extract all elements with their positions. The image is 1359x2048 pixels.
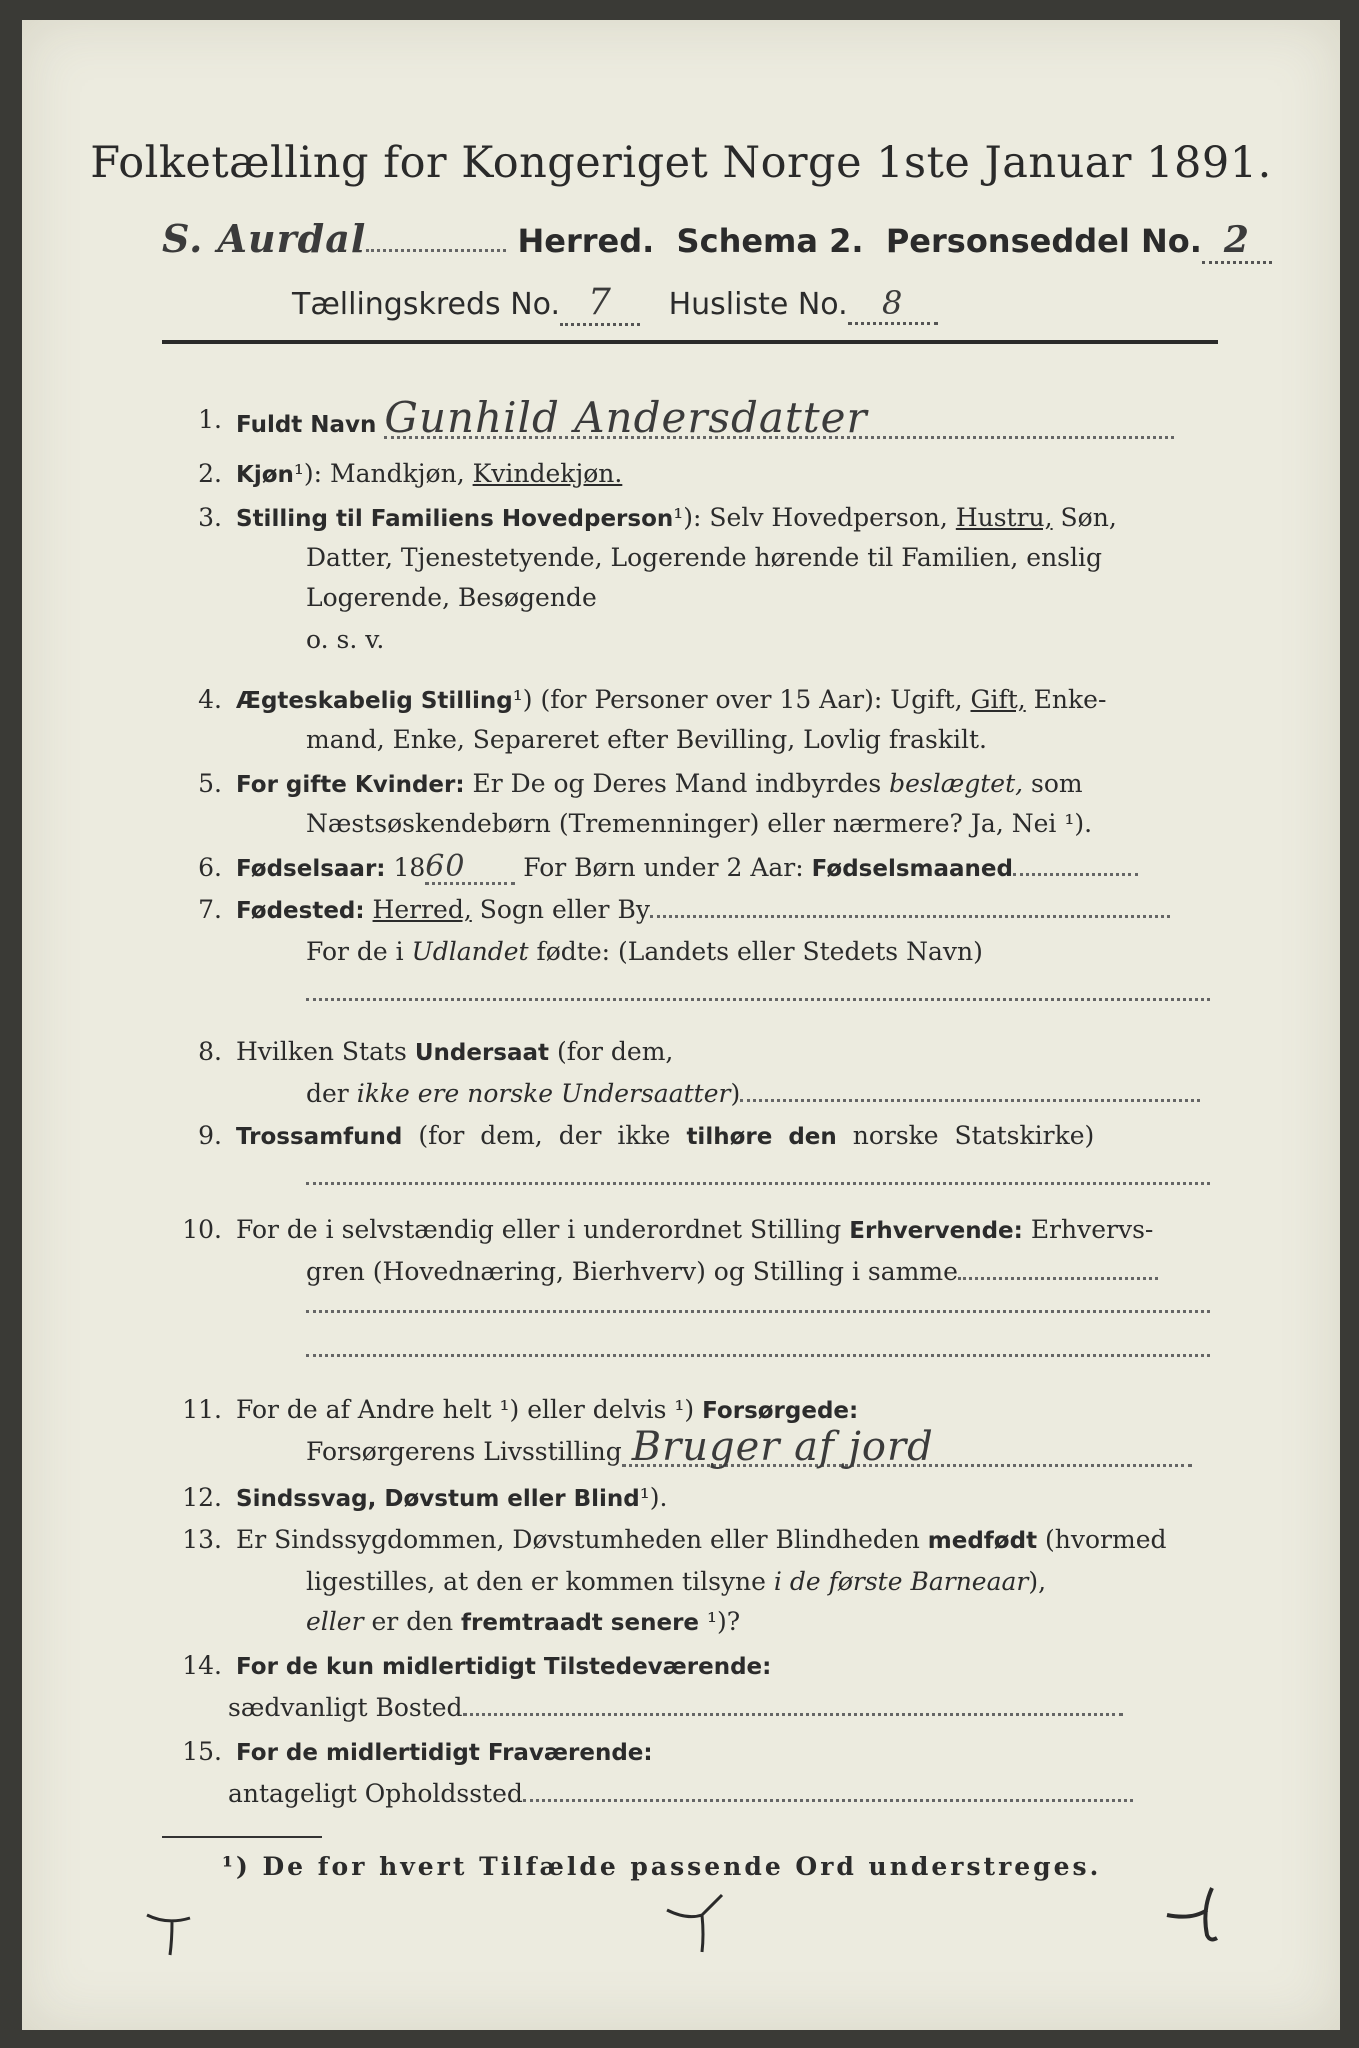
family-position-selected: Hustru, bbox=[955, 503, 1053, 532]
item-number: 9. bbox=[198, 1121, 222, 1150]
provider-occupation-label: Forsørgerens Livsstilling bbox=[306, 1437, 622, 1466]
congenital-line-2-italic: i de første Barneaar bbox=[773, 1567, 1029, 1596]
married-women-question: Er De og Deres Mand indbyrdes bbox=[472, 769, 882, 798]
full-name-label: Fuldt Navn bbox=[236, 412, 377, 438]
item-text bbox=[236, 764, 1212, 805]
congenital-line-3-a: er den bbox=[371, 1607, 454, 1636]
item-text bbox=[236, 454, 1212, 495]
occupation-line-2 bbox=[306, 1252, 1212, 1292]
item-text bbox=[236, 1478, 1212, 1519]
disability-note: ¹). bbox=[639, 1483, 668, 1512]
item-number: 7. bbox=[198, 895, 222, 924]
religion-label: Trossamfund bbox=[236, 1124, 403, 1150]
congenital-question: Er Sindssygdommen, Døvstumheden eller Blindheden bbox=[236, 1525, 920, 1554]
occupation-question: For de i selvstændig eller i underordnet Stilling bbox=[236, 1215, 842, 1244]
birth-year-label: Fødselsaar: bbox=[236, 856, 386, 882]
supported-question: For de af Andre helt ¹) eller delvis ¹) bbox=[236, 1395, 695, 1424]
item-number: 6. bbox=[198, 853, 222, 882]
family-position-options-tail: Søn, bbox=[1060, 503, 1117, 532]
schema-label: Schema 2. bbox=[676, 222, 864, 260]
provider-occupation-value: Bruger af jord bbox=[622, 1430, 1192, 1467]
congenital-line-2-b: ), bbox=[1028, 1567, 1047, 1596]
corner-mark-right bbox=[1162, 1880, 1232, 1950]
item-text bbox=[236, 1032, 1212, 1073]
married-women-related: beslægtet, bbox=[889, 769, 1024, 798]
sex-options: ¹): Mandkjøn, bbox=[293, 459, 465, 488]
disability-label: Sindssvag, Døvstum eller Blind bbox=[236, 1486, 640, 1512]
family-position-label: Stilling til Familiens Hovedperson bbox=[236, 506, 674, 532]
item-text bbox=[236, 680, 1212, 721]
footnote: ¹) De for hvert Tilfælde passende Ord understreges. bbox=[222, 1852, 1102, 1881]
temporary-absent-line-2 bbox=[228, 1774, 1212, 1814]
congenital-question-tail: (hvormed bbox=[1045, 1525, 1167, 1554]
sex-label: Kjøn bbox=[236, 462, 294, 488]
item-number: 13. bbox=[182, 1525, 222, 1554]
header-line-herred bbox=[162, 216, 1250, 264]
family-position-line-3: Logerende, Besøgende bbox=[306, 583, 597, 612]
husliste-label: Husliste No. bbox=[668, 287, 848, 322]
full-name-value: Gunhild Andersdatter bbox=[384, 400, 1174, 439]
religion-question: (for dem, der ikke bbox=[418, 1121, 671, 1150]
birth-year-prefix: 18 bbox=[393, 853, 426, 882]
item-text bbox=[236, 1732, 1212, 1773]
item-7-blank-line bbox=[306, 998, 1210, 1001]
birth-month-label: Fødselsmaaned bbox=[811, 856, 1013, 882]
taellingskreds-label: Tællingskreds No. bbox=[292, 287, 560, 322]
item-text bbox=[236, 1210, 1212, 1251]
census-form-page bbox=[22, 20, 1340, 2030]
item-10-blank-line-2 bbox=[306, 1354, 1210, 1357]
item-number: 12. bbox=[182, 1483, 222, 1512]
personseddel-label: Personseddel No. bbox=[885, 222, 1202, 260]
header-divider bbox=[162, 340, 1218, 344]
item-10-blank-line-1 bbox=[306, 1310, 1210, 1313]
married-women-question-tail: som bbox=[1031, 769, 1083, 798]
item-number: 10. bbox=[182, 1215, 222, 1244]
citizenship-prefix: Hvilken Stats bbox=[236, 1037, 407, 1066]
probable-residence-label: antageligt Opholdssted bbox=[228, 1779, 523, 1808]
item-number: 14. bbox=[182, 1651, 222, 1680]
usual-residence-label: sædvanligt Bosted bbox=[228, 1693, 463, 1722]
item-number: 4. bbox=[198, 685, 222, 714]
foreign-word: Udlandet bbox=[411, 937, 529, 966]
foreign-prefix: For de i bbox=[306, 937, 404, 966]
item-number: 1. bbox=[198, 405, 222, 434]
birthplace-label: Fødested: bbox=[236, 898, 365, 924]
item-1 bbox=[172, 393, 1212, 450]
birthplace-selected: Herred, bbox=[372, 895, 472, 924]
congenital-line-3 bbox=[306, 1602, 1212, 1643]
item-number: 5. bbox=[198, 769, 222, 798]
married-women-label: For gifte Kvinder: bbox=[236, 772, 465, 798]
item-number: 3. bbox=[198, 503, 222, 532]
occupation-question-tail: Erhvervs- bbox=[1030, 1215, 1154, 1244]
item-number: 11. bbox=[182, 1395, 222, 1424]
taellingskreds-value: 7 bbox=[560, 282, 640, 326]
form-title: Folketælling for Kongeriget Norge 1ste Januar 1891. bbox=[90, 138, 1272, 188]
personseddel-value: 2 bbox=[1202, 219, 1272, 264]
congenital-line-2 bbox=[306, 1562, 1212, 1602]
herred-value: S. Aurdal bbox=[162, 216, 367, 261]
item-text bbox=[236, 1520, 1212, 1561]
item-text bbox=[236, 848, 1212, 889]
item-text bbox=[236, 393, 1212, 445]
item-number: 8. bbox=[198, 1037, 222, 1066]
congenital-line-3-bold: fremtraadt senere bbox=[461, 1610, 700, 1636]
citizenship-der: der bbox=[306, 1079, 349, 1108]
congenital-line-2-a: ligestilles, at den er kommen tilsyne bbox=[306, 1567, 766, 1596]
marital-status-options: ¹) (for Personer over 15 Aar): Ugift, bbox=[512, 685, 963, 714]
birthplace-options: Sogn eller By bbox=[479, 895, 650, 924]
family-position-line-4: o. s. v. bbox=[306, 625, 385, 654]
item-text bbox=[236, 1646, 1212, 1687]
family-position-line-2: Datter, Tjenestetyende, Logerende hørende til Familien, enslig bbox=[306, 543, 1103, 572]
occupation-line-2-text: gren (Hovednæring, Bierhverv) og Stilling i samme bbox=[306, 1257, 958, 1286]
husliste-value: 8 bbox=[848, 284, 938, 325]
marital-status-options-tail: Enke- bbox=[1033, 685, 1107, 714]
item-text bbox=[236, 498, 1212, 539]
birthplace-line-2 bbox=[306, 932, 1212, 972]
supported-line-2 bbox=[306, 1424, 1212, 1472]
temporary-present-label: For de kun midlertidigt Tilstedeværende: bbox=[236, 1654, 772, 1680]
item-number: 2. bbox=[198, 459, 222, 488]
marital-status-line-2: mand, Enke, Separeret efter Bevilling, Lovlig fraskilt. bbox=[306, 725, 987, 754]
item-text bbox=[236, 1116, 1212, 1157]
religion-bold: tilhøre den bbox=[686, 1124, 837, 1150]
congenital-line-3-c: ¹)? bbox=[706, 1607, 741, 1636]
congenital-line-3-italic: eller bbox=[306, 1607, 364, 1636]
item-number: 15. bbox=[182, 1737, 222, 1766]
item-text bbox=[236, 890, 1212, 931]
birth-month-question: For Børn under 2 Aar: bbox=[523, 853, 804, 882]
corner-mark-left bbox=[142, 1900, 202, 1960]
supported-label: Forsørgede: bbox=[702, 1398, 859, 1424]
sex-selected: Kvindekjøn. bbox=[472, 459, 623, 488]
corner-mark-center bbox=[662, 1890, 732, 1960]
item-11-line-2 bbox=[172, 1424, 1212, 1480]
family-position-options: ¹): Selv Hovedperson, bbox=[673, 503, 948, 532]
item-9-blank-line bbox=[306, 1182, 1210, 1185]
herred-label: Herred. bbox=[517, 222, 655, 260]
header-line-taellingskreds bbox=[292, 282, 1192, 326]
citizenship-italic: ikke ere norske Undersaatter bbox=[356, 1079, 731, 1108]
citizenship-label: Undersaat bbox=[414, 1040, 550, 1066]
marital-status-label: Ægteskabelig Stilling bbox=[236, 688, 513, 714]
married-women-line-2: Næstsøskendebørn (Tremenninger) eller nærmere? Ja, Nei ¹). bbox=[306, 809, 1093, 838]
foreign-suffix: fødte: (Landets eller Stedets Navn) bbox=[536, 937, 983, 966]
citizenship-line-2: der ikke ere norske Undersaatter) bbox=[306, 1074, 1212, 1114]
occupation-label: Erhvervende: bbox=[849, 1218, 1023, 1244]
temporary-present-line-2 bbox=[228, 1688, 1212, 1728]
temporary-absent-label: For de midlertidigt Fraværende: bbox=[236, 1740, 653, 1766]
religion-question-tail: norske Statskirke) bbox=[852, 1121, 1095, 1150]
birth-year-value: 60 bbox=[425, 852, 515, 885]
marital-status-selected: Gift, bbox=[970, 685, 1026, 714]
footnote-divider bbox=[162, 1836, 322, 1838]
citizenship-suffix: (for dem, bbox=[556, 1037, 674, 1066]
congenital-label: medfødt bbox=[927, 1528, 1038, 1554]
